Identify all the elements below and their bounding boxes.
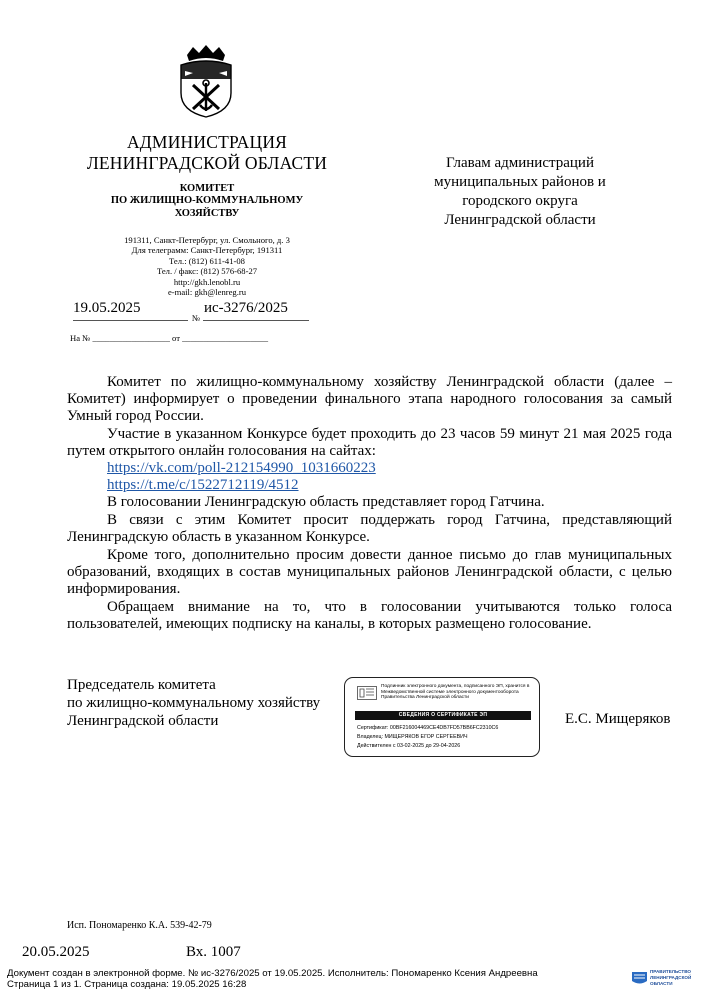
- paragraph-2: Участие в указанном Конкурсе будет проходить до 23 часов 59 минут 21 мая 2025 года путем открытого онлайн голосования на сайтах:: [67, 426, 672, 459]
- paragraph-5: Кроме того, дополнительно просим довести данное письмо до глав муниципальных образований, входящих в состав муниципальных районов Ленинградской области, с целью информирования.: [67, 547, 672, 597]
- reply-reference-row: На № __________________ от ____________________: [70, 333, 269, 343]
- gov-logo-line3: ОБЛАСТИ: [650, 981, 673, 986]
- position-line3: Ленинградской области: [67, 713, 219, 729]
- letter-body: [67, 374, 672, 634]
- address-line: Тел. / факс: (812) 576-68-27: [156, 266, 258, 277]
- footer-line1: Документ создан в электронной форме. № ис-3276/2025 от 19.05.2025. Исполнитель: Пономаренко Ксения Андреевна: [7, 968, 538, 979]
- link-row-1: [67, 460, 672, 477]
- number-sign: №: [192, 313, 201, 323]
- incoming-date: 20.05.2025: [22, 944, 90, 960]
- committee-line3: ХОЗЯЙСТВУ: [174, 207, 240, 219]
- footer-line2: Страница 1 из 1. Страница создана: 19.05.2025 16:28: [7, 979, 247, 990]
- gov-logo-line2: ЛЕНИНГРАДСКОЙ: [650, 975, 692, 980]
- addressee-line1: Главам администраций: [446, 155, 594, 171]
- org-name-line1: АДМИНИСТРАЦИЯ: [126, 132, 288, 152]
- addressee-line2: муниципальных районов и: [434, 174, 606, 190]
- address-line: 191311, Санкт-Петербург, ул. Смольного, д. 3: [124, 235, 290, 245]
- address-line: Для телеграмм: Санкт-Петербург, 191311: [131, 245, 283, 256]
- signer-name: Е.С. Мищеряков: [565, 711, 671, 727]
- org-name: [70, 132, 344, 174]
- stamp-coat-of-arms-icon: [357, 686, 377, 700]
- stamp-owner: Владелец: МИЩЕРЯКОВ ЕГОР СЕРГЕЕВИЧ: [357, 734, 468, 740]
- paragraph-3: В голосовании Ленинградскую область представляет город Гатчина.: [107, 494, 545, 510]
- link-row-2: [67, 477, 672, 494]
- registration-number: ис-3276/2025: [204, 300, 288, 316]
- document-footer: [7, 968, 538, 990]
- telegram-poll-link[interactable]: https://t.me/c/1522712119/4512: [107, 477, 299, 493]
- registration-date: 19.05.2025: [73, 300, 141, 316]
- committee-name: [70, 183, 344, 220]
- coat-of-arms-icon: [173, 43, 239, 119]
- government-logo-icon: [632, 970, 647, 986]
- address-line: e-mail: gkh@lenreg.ru: [167, 287, 247, 298]
- stamp-certificate: Сертификат: 00BF216004469CE4DB7FD57BB6FC2310C6: [357, 725, 499, 731]
- address-line: http://gkh.lenobl.ru: [173, 276, 241, 287]
- gov-logo-line1: ПРАВИТЕЛЬСТВО: [650, 969, 691, 974]
- stamp-note: Подлинник электронного документа, подписанного ЭП, хранится в Межведомственной системе электронного документооборота Правительства Ленинградской области: [381, 684, 530, 701]
- electronic-signature-stamp: [344, 677, 540, 757]
- executor-line: Исп. Пономаренко К.А. 539-42-79: [67, 920, 212, 931]
- paragraph-6: Обращаем внимание на то, что в голосовании учитываются только голоса пользователей, имеющих подписку на каналы, в которых размещено голосование.: [67, 599, 672, 632]
- committee-line1: КОМИТЕТ: [179, 183, 235, 194]
- stamp-validity: Действителен с 03-02-2025 до 29-04-2026: [357, 743, 461, 749]
- paragraph-1: Комитет по жилищно-коммунальному хозяйству Ленинградской области (далее – Комитет) информирует о проведении финального этапа народного голосования за самый Умный город России.: [67, 374, 672, 424]
- address-line: Тел.: (812) 611-41-08: [169, 255, 245, 266]
- government-logo: [632, 968, 702, 990]
- committee-line2: ПО ЖИЛИЩНО-КОММУНАЛЬНОМУ: [110, 195, 304, 207]
- position-line2: по жилищно-коммунальному хозяйству: [67, 695, 321, 711]
- incoming-number: Вх. 1007: [186, 944, 241, 960]
- addressee: [423, 154, 617, 230]
- signatory-position: [67, 676, 337, 730]
- stamp-header: СВЕДЕНИЯ О СЕРТИФИКАТЕ ЭП: [355, 711, 531, 720]
- addressee-line3: городского округа: [462, 193, 578, 209]
- stamp-info: [357, 724, 498, 751]
- org-name-line2: ЛЕНИНГРАДСКОЙ ОБЛАСТИ: [86, 153, 328, 173]
- number-underline: [203, 320, 309, 321]
- position-line1: Председатель комитета: [67, 677, 216, 693]
- government-logo-text: [650, 969, 691, 987]
- vk-poll-link[interactable]: https://vk.com/poll-212154990_1031660223: [107, 460, 376, 476]
- paragraph-4: В связи с этим Комитет просит поддержать город Гатчина, представляющий Ленинградскую область в указанном Конкурсе.: [67, 512, 672, 545]
- addressee-line4: Ленинградской области: [444, 212, 596, 228]
- committee-address: [70, 235, 344, 297]
- date-underline: [73, 320, 188, 321]
